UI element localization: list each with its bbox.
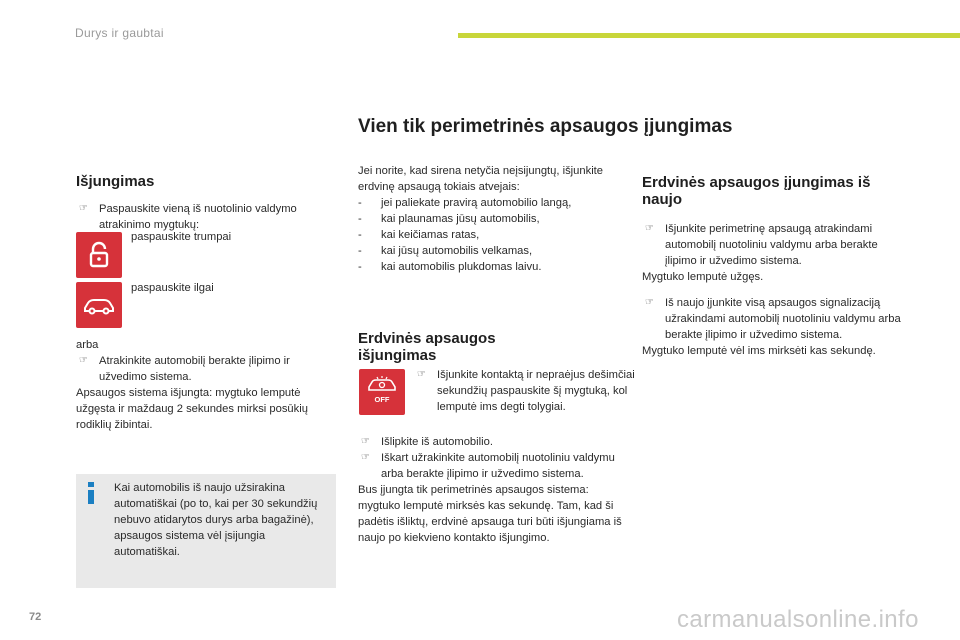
unlock-button-icon <box>76 232 122 278</box>
column-volumetric-intro <box>358 163 623 275</box>
bullet-ignition-off: ☞ Išjunkite kontaktą ir nepraėjus dešimčiai sekundžių paspauskite šį mygtuką, kol lemputė ims degti tolygiai. <box>417 369 635 413</box>
heading-volumetric-off-wrap <box>358 330 558 364</box>
info-note-box <box>76 474 336 588</box>
watermark: carmanualsonline.info <box>677 606 919 633</box>
bullet-arrow-icon: ☞ <box>361 452 370 463</box>
list-item: - kai plaunamas jūsų automobilis, <box>358 213 540 225</box>
bullet-keyless-unlock: ☞ Atrakinkite automobilį berakte įlipimo ir užvedimo sistema. <box>79 355 290 383</box>
bullet-disable-perimeter: ☞ Išjunkite perimetrinę apsaugą atrakindami automobilį nuotoliniu valdymu arba berakte įlipimo ir užvedimo sistema. <box>645 223 878 267</box>
car-icon <box>82 294 116 316</box>
list-item: - jei paliekate pravirą automobilio langą, <box>358 197 572 209</box>
paragraph-deactivated-state: Apsaugos sistema išjungta: mygtuko lemputė užgęsta ir maždaug 2 sekundes mirksi posūkių rodiklių žibintai. <box>76 387 308 431</box>
info-icon <box>86 482 96 504</box>
list-item: - kai keičiamas ratas, <box>358 229 480 241</box>
bullet-arrow-icon: ☞ <box>79 355 88 366</box>
note-light-off: Mygtuko lemputė užgęs. <box>642 271 764 283</box>
page-number: 72 <box>29 611 42 623</box>
off-button-icon <box>359 369 405 415</box>
header-accent-bar <box>458 33 960 38</box>
list-item: - kai automobilis plukdomas laivu. <box>358 261 542 273</box>
list-item: - kai jūsų automobilis velkamas, <box>358 245 533 257</box>
page-title: Vien tik perimetrinės apsaugos įjungimas <box>358 116 733 137</box>
text-or: arba <box>76 339 99 351</box>
heading-reactivation: Erdvinės apsaugos įjungimas iš naujo <box>642 174 871 208</box>
bullet-arrow-icon: ☞ <box>79 203 88 214</box>
column-volumetric-steps <box>358 434 626 546</box>
note-light-flashing: Mygtuko lemputė vėl ims mirksėti kas sekundę. <box>642 345 876 357</box>
bullet-arrow-icon: ☞ <box>645 297 654 308</box>
paragraph-perimeter-only: Bus įjungta tik perimetrinės apsaugos sistema: mygtuko lemputė mirksės kas sekundę. Tam, kad ši padėtis išliktų, erdvinė apsauga turi būti išjungiama iš naujo po kiekvieno kontakto išjungimo. <box>358 484 622 544</box>
heading-volumetric-off: Erdvinės apsaugos išjungimas <box>358 330 496 364</box>
bullet-arrow-icon: ☞ <box>417 369 426 380</box>
bullet-arrow-icon: ☞ <box>645 223 654 234</box>
bullet-reactivate-full: ☞ Iš naujo įjunkite visą apsaugos signalizaciją užrakindami automobilį nuotoliniu valdymu arba berakte įlipimo ir užvedimo sistema. <box>645 297 901 341</box>
intro-text: Jei norite, kad sirena netyčia neįsijungtų, išjunkite erdvinę apsaugą tokiais atvejais: <box>358 165 604 193</box>
section-title: Durys ir gaubtai <box>75 26 164 40</box>
padlock-open-icon <box>84 240 114 270</box>
column-reactivation <box>642 174 907 359</box>
bullet-exit-vehicle: ☞ Išlipkite iš automobilio. <box>361 436 493 448</box>
column-deactivation <box>76 173 338 233</box>
alarm-off-icon <box>359 369 405 415</box>
heading-deactivation: Išjungimas <box>76 173 155 190</box>
bullet-lock-vehicle: ☞ Iškart užrakinkite automobilį nuotoliniu valdymu arba berakte įlipimo ir užvedimo sistema. <box>361 452 615 480</box>
column-deactivation-continued <box>76 337 338 433</box>
info-note-text: Kai automobilis iš naujo užsirakina automatiškai (po to, kai per 30 sekundžių nebuvo atidarytos durys arba bagažinė), apsaugos sistema vėl įsijungia automatiškai. <box>114 482 318 558</box>
bullet-arrow-icon: ☞ <box>361 436 370 447</box>
car-button-icon <box>76 282 122 328</box>
label-press-long: paspauskite ilgai <box>131 282 214 294</box>
off-label: OFF <box>374 395 390 404</box>
label-press-short: paspauskite trumpai <box>131 231 232 243</box>
bullet-press-remote: ☞ Paspauskite vieną iš nuotolinio valdymo atrakinimo mygtukų: <box>79 203 297 231</box>
